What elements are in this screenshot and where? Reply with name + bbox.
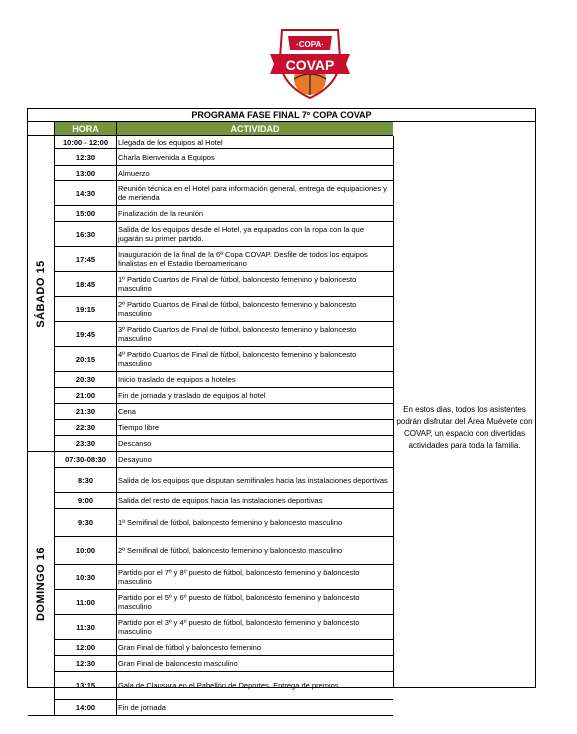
schedule-row <box>55 537 393 565</box>
row-activity: 4º Partido Cuartos de Final de fútbol, baloncesto femenino y baloncesto masculino <box>116 347 393 372</box>
copa-covap-logo <box>268 24 352 100</box>
schedule-row <box>55 272 393 297</box>
logo-top-text: ·COPA· <box>296 40 324 49</box>
row-time: 11:00 <box>55 590 117 615</box>
row-activity: Fin de jornada y traslado de equipos al hotel <box>116 388 393 404</box>
schedule-row <box>55 247 393 272</box>
row-activity: Llegada de los equipos al Hotel <box>116 136 393 149</box>
row-time: 13:00 <box>55 166 117 181</box>
schedule-row <box>55 509 393 537</box>
row-time: 20:30 <box>55 372 117 388</box>
row-activity: Inauguración de la final de la 6ª Copa COVAP. Desfile de todos los equipos finalistas en el Estadio Iberoamericano <box>116 247 393 272</box>
day-label-cell <box>28 452 55 716</box>
schedule-row <box>55 388 393 404</box>
row-time: 19:15 <box>55 297 117 322</box>
row-time: 15:00 <box>55 206 117 222</box>
row-time: 14:00 <box>55 700 117 716</box>
day-label-cell <box>28 136 55 452</box>
schedule-row <box>55 436 393 452</box>
row-activity: Desayuno <box>116 452 393 468</box>
schedule-row <box>55 404 393 420</box>
row-time: 17:45 <box>55 247 117 272</box>
schedule-row <box>55 297 393 322</box>
schedule-row <box>55 656 393 672</box>
row-activity: Salida del resto de equipos hacia las instalaciones deportivas <box>116 493 393 509</box>
schedule-table <box>27 108 536 712</box>
day-label: SÁBADO 15 <box>35 259 47 328</box>
row-time: 8:30 <box>55 468 117 493</box>
row-time: 12:30 <box>55 656 117 672</box>
row-time: 22:30 <box>55 420 117 436</box>
row-time: 10:00 <box>55 537 117 565</box>
row-activity: Partido por el 7º y 8º puesto de fútbol, baloncesto femenino y baloncesto masculino <box>116 565 393 590</box>
schedule-row <box>55 222 393 247</box>
row-time: 14:30 <box>55 181 117 206</box>
schedule-row <box>55 493 393 509</box>
row-time: 19:45 <box>55 322 117 347</box>
schedule-row <box>55 640 393 656</box>
note-text: En estos dias, todos los asistentes podrán disfrutar del Área Muévete con COVAP, un espacio con divertidas actividades para toda la familia. <box>396 405 533 450</box>
schedule-row <box>55 372 393 388</box>
day-label: DOMINGO 16 <box>35 546 47 621</box>
schedule-row <box>55 672 393 700</box>
schedule-row <box>55 322 393 347</box>
row-time: 13:15 <box>55 672 117 700</box>
schedule-row <box>55 149 393 166</box>
schedule-row <box>55 615 393 640</box>
row-activity: Inicio traslado de equipos a hoteles <box>116 372 393 388</box>
row-activity: Finalización de la reunión <box>116 206 393 222</box>
row-activity: 3º Partido Cuartos de Final de fútbol, baloncesto femenino y baloncesto masculino <box>116 322 393 347</box>
row-activity: 2º Partido Cuartos de Final de fútbol, baloncesto femenino y baloncesto masculino <box>116 297 393 322</box>
row-time: 23:30 <box>55 436 117 452</box>
row-activity: 1ª Semifinal de fútbol, baloncesto femenino y baloncesto masculino <box>116 509 393 537</box>
activity-column-header: ACTIVIDAD <box>117 122 393 136</box>
row-time: 21:00 <box>55 388 117 404</box>
row-activity: 1º Partido Cuartos de Final de fútbol, baloncesto femenino y baloncesto masculino <box>116 272 393 297</box>
row-time: 16:30 <box>55 222 117 247</box>
copa-covap-emblem <box>268 24 352 100</box>
row-activity: Tiempo libre <box>116 420 393 436</box>
row-activity: 2ª Semifinal de fútbol, baloncesto femenino y baloncesto masculino <box>116 537 393 565</box>
row-activity: Charla Bienvenida a Equipos <box>116 149 393 166</box>
schedule-row <box>55 420 393 436</box>
row-activity: Reunión técnica en el Hotel para información general, entrega de equipaciones y de merienda <box>116 181 393 206</box>
schedule-row <box>55 136 393 149</box>
row-activity: Almuerzo <box>116 166 393 181</box>
row-activity: Descanso <box>116 436 393 452</box>
note-column <box>393 136 535 687</box>
row-time: 9:00 <box>55 493 117 509</box>
row-activity: Partido por el 3º y 4º puesto de fútbol, baloncesto femenino y baloncesto masculino <box>116 615 393 640</box>
schedule-row <box>55 590 393 615</box>
schedule-row <box>55 700 393 716</box>
schedule-row <box>55 181 393 206</box>
row-activity: Gran Final de baloncesto masculino <box>116 656 393 672</box>
schedule-row <box>55 468 393 493</box>
row-time: 10:30 <box>55 565 117 590</box>
row-activity: Salida de los equipos desde el Hotel, ya equipados con la ropa con la que jugarán su primer partido. <box>116 222 393 247</box>
row-activity: Salida de los equipos que disputan semifinales hacia las instalaciones deportivas <box>116 468 393 493</box>
row-activity: Cena <box>116 404 393 420</box>
row-time: 07:30-08:30 <box>55 452 117 468</box>
schedule-row <box>55 166 393 181</box>
logo-main-text: COVAP <box>285 57 335 73</box>
schedule-row <box>55 206 393 222</box>
schedule-title: PROGRAMA FASE FINAL 7º COPA COVAP <box>28 109 535 122</box>
row-activity: Partido por el 5º y 6º puesto de fútbol, baloncesto femenino y baloncesto masculino <box>116 590 393 615</box>
hour-column-header: HORA <box>55 122 117 136</box>
row-activity: Fin de jornada <box>116 700 393 716</box>
row-time: 12:30 <box>55 149 117 166</box>
schedule-row <box>55 565 393 590</box>
row-time: 9:30 <box>55 509 117 537</box>
schedule-row <box>55 347 393 372</box>
row-activity: Gran Final de fútbol y baloncesto femenino <box>116 640 393 656</box>
row-time: 21:30 <box>55 404 117 420</box>
schedule-row <box>55 452 393 468</box>
header-corner <box>28 122 55 136</box>
row-activity: Gala de Clausura en el Pabellón de Deportes. Entrega de premios. <box>116 672 393 700</box>
row-time: 10:00 - 12:00 <box>55 136 117 149</box>
row-time: 20:15 <box>55 347 117 372</box>
row-time: 12:00 <box>55 640 117 656</box>
row-time: 18:45 <box>55 272 117 297</box>
row-time: 11:30 <box>55 615 117 640</box>
